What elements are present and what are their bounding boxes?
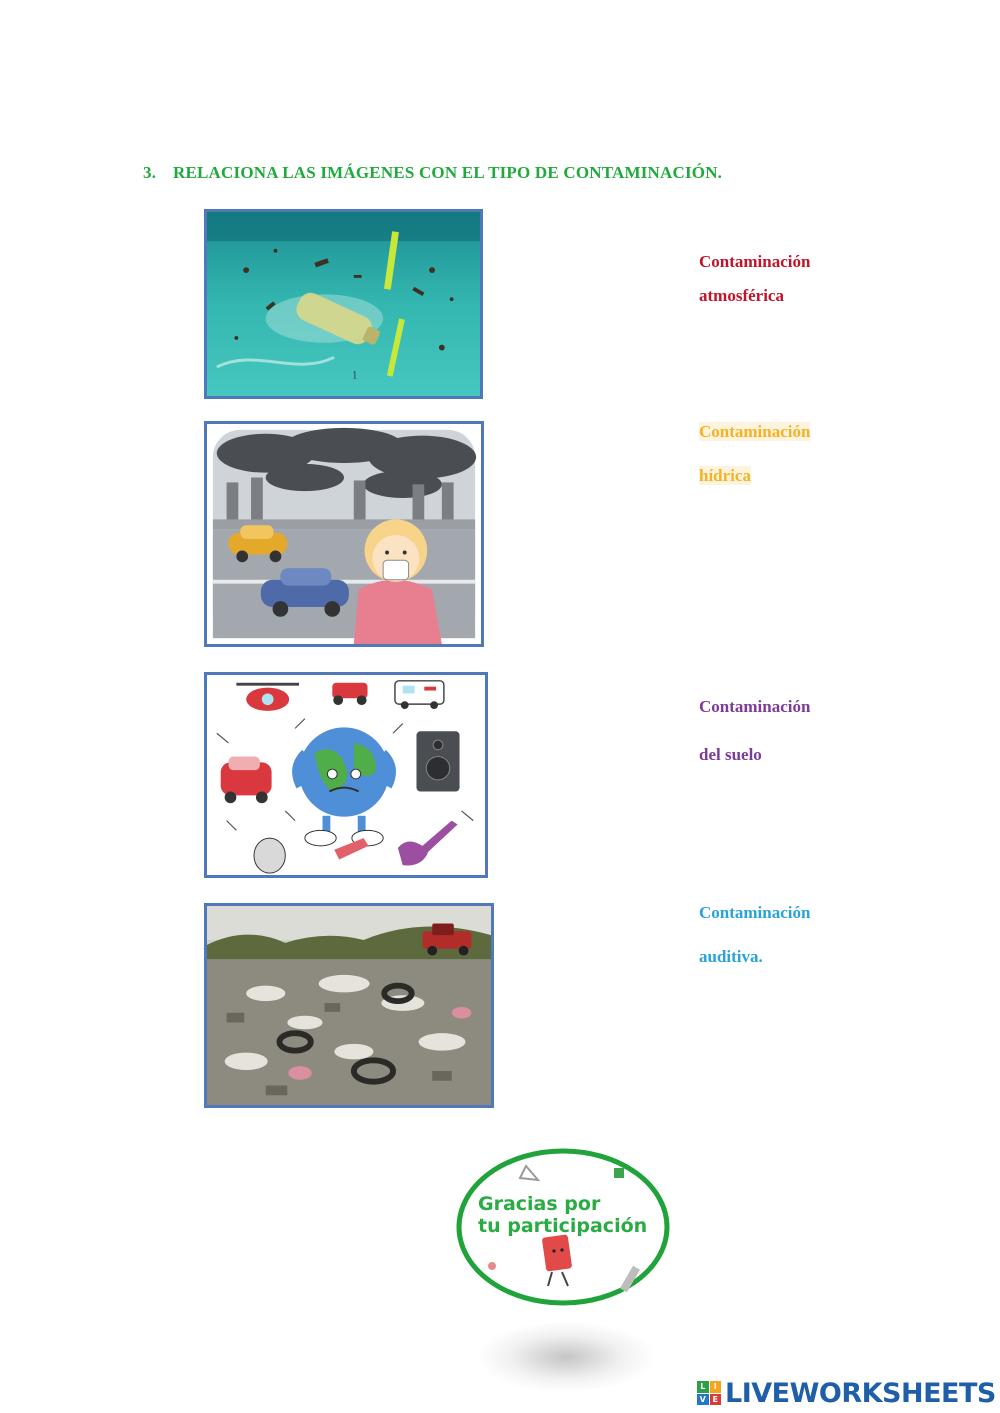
label-noise-pollution[interactable] xyxy=(699,902,810,968)
thanks-badge xyxy=(456,1148,670,1306)
thanks-line2: tu participación xyxy=(478,1215,648,1237)
logo-mark-letter: E xyxy=(710,1394,722,1406)
air-pollution-illustration xyxy=(207,424,481,644)
image-caption-mark: 1 xyxy=(351,368,358,382)
label-atmospheric-pollution[interactable] xyxy=(699,251,810,307)
noise-pollution-image[interactable] xyxy=(204,672,488,878)
logo-text: LIVEWORKSHEETS xyxy=(725,1377,996,1409)
exercise-instruction: RELACIONA LAS IMÁGENES CON EL TIPO DE CONTAMINACIÓN. xyxy=(173,163,723,182)
soil-pollution-image[interactable] xyxy=(204,903,494,1108)
label-line2: auditiva. xyxy=(699,947,763,966)
air-pollution-image[interactable] xyxy=(204,421,484,647)
logo-mark-letter: L xyxy=(697,1381,709,1393)
liveworksheets-logo[interactable] xyxy=(697,1376,996,1410)
note-icon xyxy=(614,1168,624,1178)
label-line1: Contaminación xyxy=(699,903,811,922)
noise-pollution-illustration xyxy=(207,675,485,875)
logo-mark-letter: V xyxy=(697,1394,709,1406)
badge-shadow xyxy=(478,1322,654,1392)
water-pollution-illustration xyxy=(207,212,480,396)
thanks-line1: Gracias por xyxy=(478,1193,601,1215)
label-soil-pollution[interactable] xyxy=(699,696,810,766)
label-water-pollution[interactable] xyxy=(699,421,810,487)
label-line2: hídrica xyxy=(699,466,751,485)
dot-icon xyxy=(488,1262,496,1270)
thanks-badge-graphic xyxy=(456,1148,670,1306)
water-pollution-image[interactable] xyxy=(204,209,483,399)
label-line1: Contaminación xyxy=(699,422,811,441)
logo-mark-icon xyxy=(697,1381,721,1405)
exercise-number: 3. xyxy=(143,163,157,182)
exercise-title xyxy=(143,163,722,183)
logo-mark-letter: I xyxy=(710,1381,722,1393)
soil-pollution-illustration xyxy=(207,906,491,1105)
label-line1: Contaminación xyxy=(699,697,811,716)
label-line1: Contaminación xyxy=(699,252,811,271)
label-line2: del suelo xyxy=(699,745,762,764)
label-line2: atmosférica xyxy=(699,286,784,305)
